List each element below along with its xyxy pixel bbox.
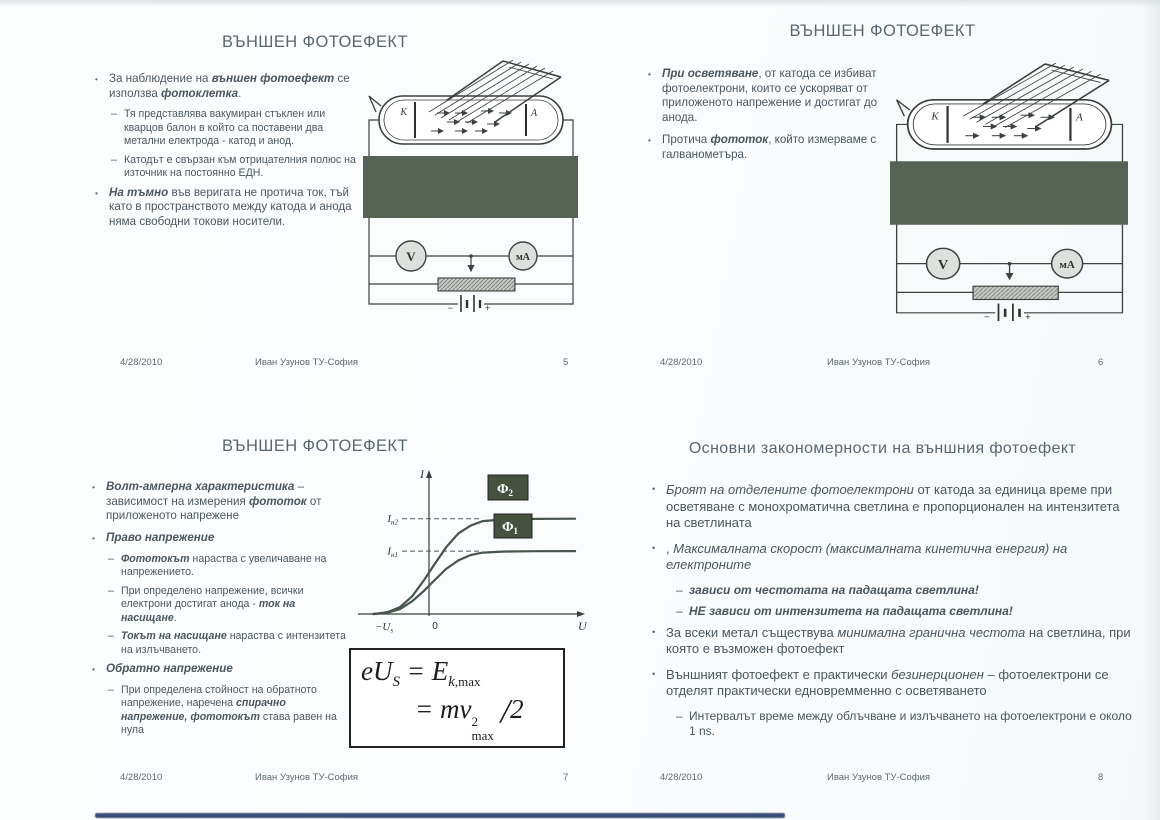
battery-minus-label: − <box>447 303 453 312</box>
sub-bullet-item <box>108 553 348 580</box>
legend-phi2 <box>488 475 528 500</box>
bulb-seal-tip <box>897 100 910 116</box>
bullet-text: Броят на отделените фотоелектрони от катода за единица време при осветяване с монохроматична светлина е пропорционален на интензитета на светлината <box>666 482 1120 530</box>
anode-label: A <box>1075 112 1083 124</box>
bullet-item <box>652 541 1137 574</box>
y-axis-label: I <box>420 467 424 481</box>
bullet-text: Катодът е свързан към отрицателния полюс на източник на постоянно ЕДН. <box>124 153 356 180</box>
bullet-text: Токът на насищане нараства с интензитета на излъчването. <box>121 630 346 656</box>
curve-phi2 <box>373 519 575 614</box>
milliammeter <box>1052 249 1083 278</box>
photocell-circuit-diagram <box>363 60 578 312</box>
bullet-text: На тъмно във веригата не протича ток, тъй като в пространството между катода и анода няма свободни токови носители. <box>109 185 352 229</box>
footer-date: 4/28/2010 <box>660 772 703 783</box>
milliammeter <box>509 242 537 270</box>
bullet-marker: • <box>652 668 656 679</box>
bullet-marker: – <box>676 603 683 618</box>
iv-characteristic-chart <box>350 462 592 648</box>
sub-bullet-item <box>108 630 348 657</box>
formula-line-1: $eU_S = E_{k,max}$ <box>361 656 481 690</box>
cathode-label: K <box>931 111 939 123</box>
potentiometer <box>438 278 515 291</box>
potentiometer <box>973 286 1058 299</box>
bullet-text: НЕ зависи от интензитета на падащата светлина! <box>689 603 1013 618</box>
bullet-marker: – <box>676 708 683 723</box>
saturation-label-1: $I_{н1}$ <box>387 545 398 560</box>
milliammeter-label: мА <box>1059 260 1075 271</box>
sub-bullet-item <box>676 604 1137 619</box>
bullet-marker: • <box>652 626 656 637</box>
bullet-marker: • <box>92 664 95 675</box>
y-axis-arrow <box>426 470 432 478</box>
photocell-bulb <box>897 100 1112 149</box>
anode-label: A <box>531 108 538 119</box>
bullet-text: За всеки метал съществува минимална гранична честота на светлина, при която е възможен фотоефект <box>666 624 1131 657</box>
bullet-marker: – <box>108 683 114 696</box>
stopping-voltage-tick: $-U_s$ <box>374 621 394 635</box>
footer-date: 4/28/2010 <box>120 772 163 783</box>
bullet-item <box>652 667 1137 700</box>
footer-page-number: 5 <box>563 357 569 368</box>
sub-bullet-item <box>111 154 363 181</box>
bullet-marker: – <box>108 630 114 643</box>
bullet-text: зависи от честотата на падащата светлина! <box>689 582 979 597</box>
sub-bullet-item <box>108 684 348 738</box>
slide-5 <box>30 10 600 400</box>
footer-date: 4/28/2010 <box>660 357 703 368</box>
bullet-text: Фототокът нараства с увеличаване на напрежението. <box>121 552 327 579</box>
bullet-marker: • <box>652 484 656 494</box>
slide-8 <box>610 420 1155 805</box>
bullet-marker: – <box>676 582 683 597</box>
bullet-marker: – <box>111 108 117 121</box>
footer-author: Иван Узунов ТУ-София <box>255 357 359 368</box>
bullet-item <box>92 662 348 677</box>
bullet-marker: – <box>111 153 117 166</box>
bulb-seal-tip <box>369 96 381 112</box>
legend-phi1 <box>494 514 532 538</box>
voltmeter <box>396 241 426 271</box>
bullet-text: При осветяване, от катода се избиват фотоелектрони, които се ускоряват от приложеното напрежение и достигат до анода. <box>662 67 878 125</box>
photocell-circuit-diagram <box>890 63 1128 321</box>
bullet-marker: • <box>92 533 95 544</box>
slide-title: ВЪНШЕН ФОТОЕФЕКТ <box>222 33 408 51</box>
svg-text:Φ2: $\Phi_2$ <box>496 482 514 498</box>
formula-line-2: = mv 2 max /2 <box>415 693 524 743</box>
footer-page-number: 6 <box>1098 357 1104 368</box>
bullet-list <box>95 72 363 237</box>
voltmeter-label: V <box>937 257 949 272</box>
dark-green-band <box>890 161 1128 224</box>
bullet-text: Тя представлява вакумиран стъклен или кварцов балон в който са поставени два метални електрода - катод и анод. <box>124 108 326 148</box>
voltmeter-label: V <box>406 249 416 264</box>
sub-bullet-item <box>676 709 1137 739</box>
bullet-item <box>652 625 1137 658</box>
bullet-marker: • <box>648 69 651 79</box>
bullet-list <box>92 480 348 743</box>
slide-title: ВЪНШЕН ФОТОЕФЕКТ <box>222 437 408 455</box>
battery-minus-label: − <box>983 312 990 321</box>
bullet-item <box>648 67 900 126</box>
origin-label: 0 <box>432 621 438 632</box>
footer-author: Иван Узунов ТУ-София <box>255 772 359 783</box>
bullet-marker: – <box>108 552 114 565</box>
bullet-list <box>652 482 1137 745</box>
bullet-marker: • <box>648 134 651 145</box>
battery-plus-label: + <box>485 303 491 312</box>
voltmeter <box>927 248 960 279</box>
chart-axes <box>358 476 580 616</box>
bullet-text: Интервалът време между облъчване и излъчването на фотоелектрони е около 1 ns. <box>689 708 1132 739</box>
sub-bullet-item <box>111 108 363 148</box>
bullet-item <box>95 72 363 101</box>
bullet-item <box>652 482 1137 532</box>
bullet-marker: • <box>92 482 95 492</box>
battery <box>998 304 1019 321</box>
bullet-text: Външният фотоефект е практически безинерционен – фотоелектрони се отделят практически едновремменно с осветяването <box>666 666 1109 699</box>
bullet-item <box>648 133 900 162</box>
svg-text:Φ1: $\Phi_1$ <box>501 520 519 536</box>
scan-edge-strip <box>95 813 785 818</box>
footer-author: Иван Узунов ТУ-София <box>827 772 931 783</box>
photocell-bulb <box>369 96 563 144</box>
bullet-marker: • <box>95 187 98 198</box>
slide-6 <box>610 5 1155 395</box>
bullet-text: При определено напрежение, всички електрони достигат анода - ток на насищане. <box>121 584 304 624</box>
slide-7 <box>30 420 600 805</box>
bullet-marker: • <box>652 542 656 553</box>
battery <box>461 295 480 312</box>
x-axis-arrow <box>577 611 585 617</box>
footer-page-number: 8 <box>1098 772 1104 783</box>
battery-plus-label: + <box>1025 312 1031 321</box>
footer-date: 4/28/2010 <box>120 357 163 368</box>
stopping-voltage-formula <box>349 648 565 748</box>
bullet-text: При определена стойност на обратното напрежение, наречена спирачно напрежение, фототокът става равен на нула <box>121 683 337 737</box>
bullet-item <box>92 480 348 524</box>
bullet-text: , Максималната скорост (максималната кинетична енергия) на електроните <box>666 540 1068 572</box>
bullet-item <box>95 186 363 230</box>
bullet-text: За наблюдение на външен фотоефект се използва фотоклетка. <box>109 72 350 100</box>
x-axis-label: U <box>578 619 587 633</box>
slide-title: ВЪНШЕН ФОТОЕФЕКТ <box>789 22 976 40</box>
bullet-text: Протича фототок, който измерваме с галванометъра. <box>662 132 877 161</box>
bullet-text: Право напрежение <box>106 531 215 545</box>
bullet-marker: – <box>108 584 114 597</box>
bullet-marker: • <box>95 74 98 84</box>
slide-title: Основни закономерности на външния фотоефект <box>688 440 1077 457</box>
footer-author: Иван Узунов ТУ-София <box>827 357 931 368</box>
bullet-text: Волт-амперна характеристика – зависимост на измерения фототок от приложеното напрежене <box>106 480 322 523</box>
sub-bullet-item <box>108 585 348 625</box>
wire-junction <box>469 254 473 258</box>
milliammeter-label: мА <box>515 252 531 263</box>
footer-page-number: 7 <box>563 772 569 783</box>
sub-bullet-item <box>676 583 1137 598</box>
bullet-item <box>92 531 348 546</box>
bullet-list <box>648 67 900 169</box>
wire-junction <box>1008 262 1012 266</box>
cathode-label: K <box>400 107 407 118</box>
bullet-text: Обратно напрежение <box>106 662 233 676</box>
dark-green-band <box>363 156 578 218</box>
saturation-label-2: $I_{н2}$ <box>387 513 398 527</box>
